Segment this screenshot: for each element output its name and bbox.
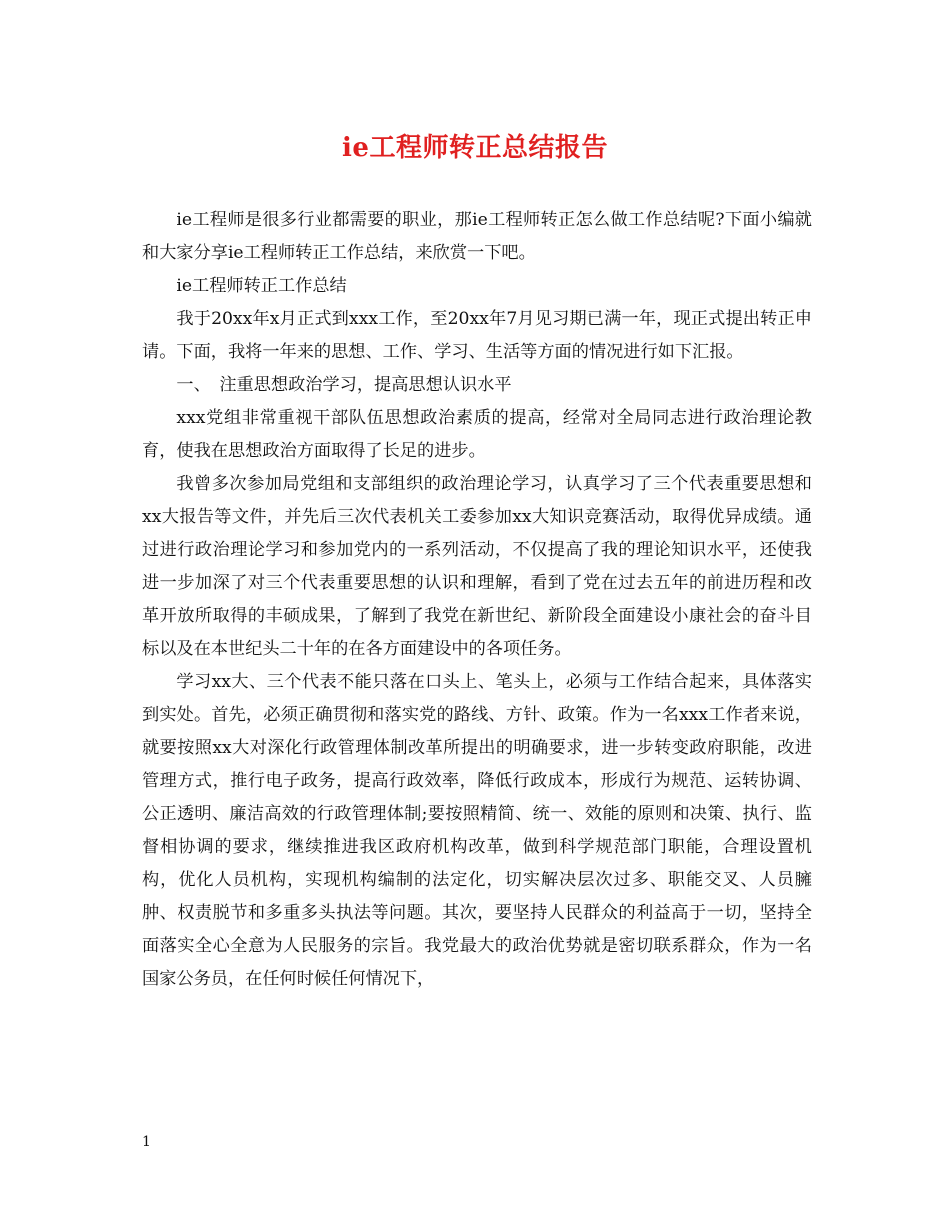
paragraph-subtitle: ie工程师转正工作总结 [176, 276, 347, 296]
section-heading-1: 一、 注重思想政治学习，提高思想认识水平 [176, 375, 512, 395]
paragraph-party-group: xxx党组非常重视干部队伍思想政治素质的提高，经常对全局同志进行政治理论教育，使我在思想政治方面取得了长足的进步。 [142, 408, 812, 461]
paragraph-intro: ie工程师是很多行业都需要的职业，那ie工程师转正怎么做工作总结呢?下面小编就和大家分享ie工程师转正工作总结，来欣赏一下吧。 [142, 210, 812, 263]
paragraph-practice: 学习xx大、三个代表不能只落在口头上、笔头上，必须与工作结合起来，具体落实到实处。首先，必须正确贯彻和落实党的路线、方针、政策。作为一名xxx工作者来说，就要按照xx大对深化行政管理体制改革所提出的明确要求，进一步转变政府职能，改进管理方式，推行电子政务，提高行政效率，降低行政成本，形成行为规范、运转协调、公正透明、廉洁高效的行政管理体制;要按照精简、统一、效能的原则和决策、执行、监督相协调的要求，继续推进我区政府机构改革，做到科学规范部门职能，合理设置机构，优化人员机构，实现机构编制的法定化，切实解决层次过多、职能交叉、人员臃肿、权责脱节和多重多头执法等问题。其次，要坚持人民群众的利益高于一切，坚持全面落实全心全意为人民服务的宗旨。我党最大的政治优势就是密切联系群众，作为一名国家公务员，在任何时候任何情况下， [142, 672, 812, 989]
page-number: 1 [142, 1134, 151, 1150]
document-body [142, 204, 812, 996]
document-title: ie工程师转正总结报告 [342, 133, 608, 163]
paragraph-theory-study: 我曾多次参加局党组和支部组织的政治理论学习，认真学习了三个代表重要思想和xx大报告等文件，并先后三次代表机关工委参加xx大知识竞赛活动，取得优异成绩。通过进行政治理论学习和参加党内的一系列活动，不仅提高了我的理论知识水平，还使我进一步加深了对三个代表重要思想的认识和理解，看到了党在过去五年的前进历程和改革开放所取得的丰硕成果，了解到了我党在新世纪、新阶段全面建设小康社会的奋斗目标以及在本世纪头二十年的在各方面建设中的各项任务。 [142, 474, 812, 659]
paragraph-application: 我于20xx年x月正式到xxx工作，至20xx年7月见习期已满一年，现正式提出转正申请。下面，我将一年来的思想、工作、学习、生活等方面的情况进行如下汇报。 [142, 309, 812, 362]
